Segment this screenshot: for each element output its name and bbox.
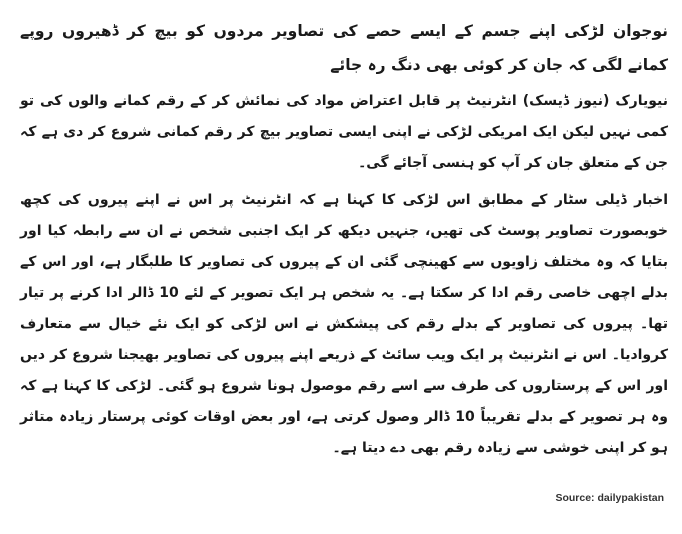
article-headline: نوجوان لڑکی اپنے جسم کے ایسے حصے کی تصاویر مردوں کو بیچ کر ڈھیروں روپے کمانے لگی کہ جان کر کوئی بھی دنگ رہ جائے [20,22,668,74]
article-paragraph: نیویارک (نیوز ڈیسک) انٹرنیٹ پر قابل اعتراض مواد کی نمائش کر کے رقم کمانے والوں کی تو کمی نہیں لیکن ایک امریکی لڑکی نے اپنی ایسی تصاویر بیچ کر رقم کمانی شروع کر دی ہے کہ جن کے متعلق جان کر آپ کو ہنسی آجائے گی۔ [20,93,668,171]
article-paragraph: اخبار ڈیلی سٹار کے مطابق اس لڑکی کا کہنا ہے کہ انٹرنیٹ پر اس نے اپنے پیروں کی کچھ خوبصورت تصاویر پوسٹ کی تھیں، جنہیں دیکھ کر ایک اجنبی شخص نے ان سے رابطہ کیا اور بتایا کہ وہ مختلف زاویوں سے کھینچی گئی ان کے پیروں کی تصاویر کا طلبگار ہے، اور اس کے بدلے اچھی خاصی رقم ادا کر سکتا ہے۔ یہ شخص ہر ایک تصویر کے لئے 10 ڈالر ادا کرنے پر تیار تھا۔ پیروں کی تصاویر کے بدلے رقم کی پیشکش نے اس لڑکی کو ایک نئے خیال سے متعارف کروادیا۔ اس نے انٹرنیٹ پر ایک ویب سائٹ کے ذریعے اپنے پیروں کی تصاویر بھیجنا شروع کر دیں اور اس کے پرستاروں کی طرف سے اسے رقم موصول ہونا شروع ہو گئی۔ لڑکی کا کہنا ہے کہ وہ ہر تصویر کے بدلے تقریباً 10 ڈالر وصول کرتی ہے، اور بعض اوقات کوئی پرستار زیادہ متاثر ہو کر اپنی خوشی سے زیادہ رقم بھی دے دیتا ہے۔ [20,192,668,456]
article [20,14,668,464]
source-credit: Source: dailypakistan [555,492,664,504]
